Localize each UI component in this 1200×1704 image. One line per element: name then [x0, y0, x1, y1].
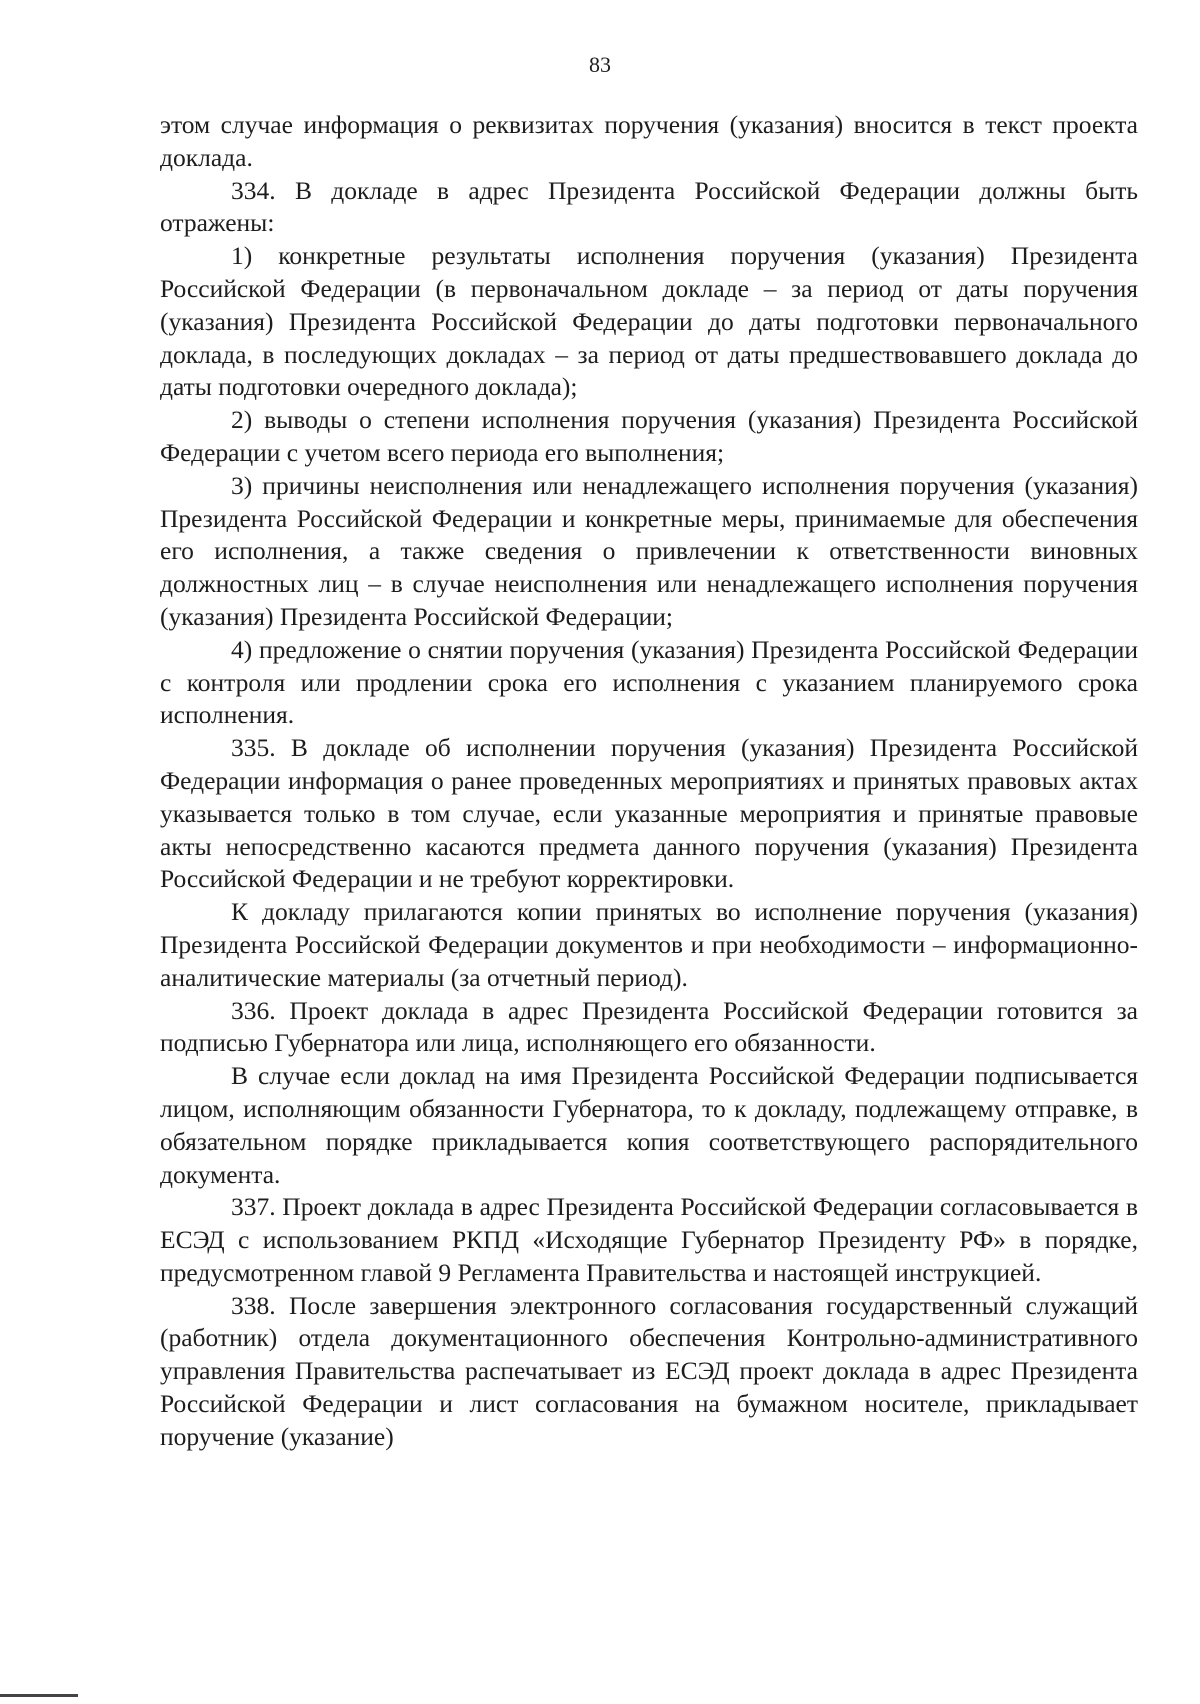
paragraph-336-acting-signatory: В случае если доклад на имя Президента Российской Федерации подписывается лицом, исполняющим обязанности Губернатора, то к докладу, подлежащему отправке, в обязательном порядке прикладывается копия соответствующего распорядительного документа. [160, 1061, 1138, 1189]
paragraph-335: 335. В докладе об исполнении поручения (указания) Президента Российской Федерации информация о ранее проведенных мероприятиях и принятых правовых актах указывается только в том случае, если указанные мероприятия и принятые правовые акты непосредственно касаются предмета данного поручения (указания) Президента Российской Федерации и не требуют корректировки. [160, 733, 1138, 894]
document-body [160, 109, 1138, 1454]
paragraph-335-attachments: К докладу прилагаются копии принятых во исполнение поручения (указания) Президента Российской Федерации документов и при необходимости – информационно-аналитические материалы (за отчетный период). [160, 897, 1138, 992]
paragraph-continuation: этом случае информация о реквизитах поручения (указания) вносится в текст проекта доклада. [160, 110, 1138, 172]
paragraph-334-item-3: 3) причины неисполнения или ненадлежащего исполнения поручения (указания) Президента Российской Федерации и конкретные меры, принимаемые для обеспечения его исполнения, а также сведения о привлечении к ответственности виновных должностных лиц – в случае неисполнения или ненадлежащего исполнения поручения (указания) Президента Российской Федерации; [160, 470, 1138, 631]
paragraph-338: 338. После завершения электронного согласования государственный служащий (работник) отдела документационного обеспечения Контрольно-административного управления Правительства распечатывает из ЕСЭД проект доклада в адрес Президента Российской Федерации и лист согласования на бумажном носителе, прикладывает поручение (указание) [160, 1290, 1138, 1451]
page-number: 83 [589, 52, 611, 77]
paragraph-336: 336. Проект доклада в адрес Президента Российской Федерации готовится за подписью Губернатора или лица, исполняющего его обязанности. [160, 995, 1138, 1058]
paragraph-334-item-2: 2) выводы о степени исполнения поручения (указания) Президента Российской Федерации с учетом всего периода его выполнения; [160, 405, 1138, 467]
paragraph-334-item-4: 4) предложение о снятии поручения (указания) Президента Российской Федерации с контроля или продлении срока его исполнения с указанием планируемого срока исполнения. [160, 634, 1138, 730]
paragraph-334-item-1: 1) конкретные результаты исполнения поручения (указания) Президента Российской Федерации (в первоначальном докладе – за период от даты поручения (указания) Президента Российской Федерации до даты подготовки первоначального доклада, в последующих докладах – за период от даты предшествовавшего доклада до даты подготовки очередного доклада); [160, 241, 1138, 402]
paragraph-334: 334. В докладе в адрес Президента Российской Федерации должны быть отражены: [160, 175, 1138, 238]
paragraph-337: 337. Проект доклада в адрес Президента Российской Федерации согласовывается в ЕСЭД с использованием РКПД «Исходящие Губернатор Президенту РФ» в порядке, предусмотренном главой 9 Регламента Правительства и настоящей инструкцией. [160, 1192, 1138, 1287]
scan-edge-mark [0, 1694, 78, 1697]
